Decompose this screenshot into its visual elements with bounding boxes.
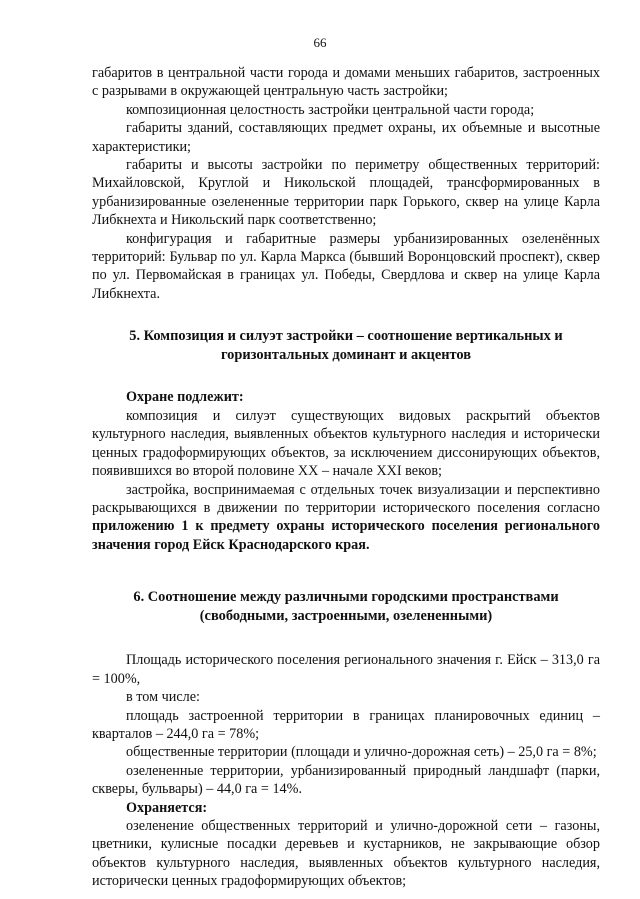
paragraph: в том числе:	[126, 689, 200, 706]
paragraph: конфигурация и габаритные размеры урбанизированных озеленённых территорий: Бульвар по ул. Карла Маркса (бывший Воронцовский проспект), сквер по ул. Первомайская в границах ул. Победы, Свердлова и сквер на улице Карла Либкнехта.	[92, 230, 600, 302]
document-body	[92, 64, 600, 891]
paragraph: габариты и высоты застройки по периметру общественных территорий: Михайловской, Круглой и Никольской площадей, трансформированных в урбанизированные озелененные территории парк Горького, сквер на улице Карла Либкнехта и Никольский парк соответственно;	[92, 157, 600, 229]
paragraph: композиция и силуэт существующих видовых раскрытий объектов культурного наследия, выявленных объектов культурного наследия и исторически ценных градоформирующих объектов, за исключением диссонирующих объектов, появившихся во второй половине XX – начале XXI веков;	[92, 407, 600, 480]
paragraph: габаритов в центральной части города и домами меньших габаритов, застроенных с разрывами в окружающей центральную часть застройки;	[92, 65, 600, 100]
paragraph: габариты зданий, составляющих предмет охраны, их объемные и высотные характеристики;	[92, 120, 600, 155]
section-5-subheading: Охране подлежит:	[126, 389, 244, 406]
page-number: 66	[313, 35, 327, 50]
section-6-subheading: Охраняется:	[126, 799, 208, 816]
section-5-heading: 5. Композиция и силуэт застройки – соотношение вертикальных и горизонтальных доминант и акцентов	[129, 328, 563, 363]
paragraph: площадь застроенной территории в границах планировочных единиц – кварталов – 244,0 га = 78%;	[92, 707, 600, 742]
section-6-heading: 6. Соотношение между различными городскими пространствами (свободными, застроенными, озелененными)	[133, 589, 559, 624]
paragraph: Площадь исторического поселения регионального значения г. Ейск – 313,0 га = 100%,	[92, 652, 600, 687]
paragraph	[92, 481, 600, 555]
appendix-reference: приложению 1 к предмету охраны исторического поселения регионального значения город Ейск Краснодарского края.	[92, 518, 600, 553]
paragraph: композиционная целостность застройки центральной части города;	[126, 101, 535, 118]
paragraph: общественные территории (площади и улично-дорожная сеть) – 25,0 га = 8%;	[126, 744, 597, 761]
paragraph-text: застройка, воспринимаемая с отдельных точек визуализации и перспективно раскрывающихся в движении по территории исторического поселения согласно	[92, 481, 600, 516]
paragraph: озелененные территории, урбанизированный природный ландшафт (парки, скверы, бульвары) – 44,0 га = 14%.	[92, 762, 600, 798]
paragraph: озеленение общественных территорий и улично-дорожной сети – газоны, цветники, кулисные посадки деревьев и кустарников, не закрывающие обзор объектов культурного наследия, выявленных объектов культурного наследия, исторически ценных градоформирующих объектов;	[92, 817, 600, 890]
